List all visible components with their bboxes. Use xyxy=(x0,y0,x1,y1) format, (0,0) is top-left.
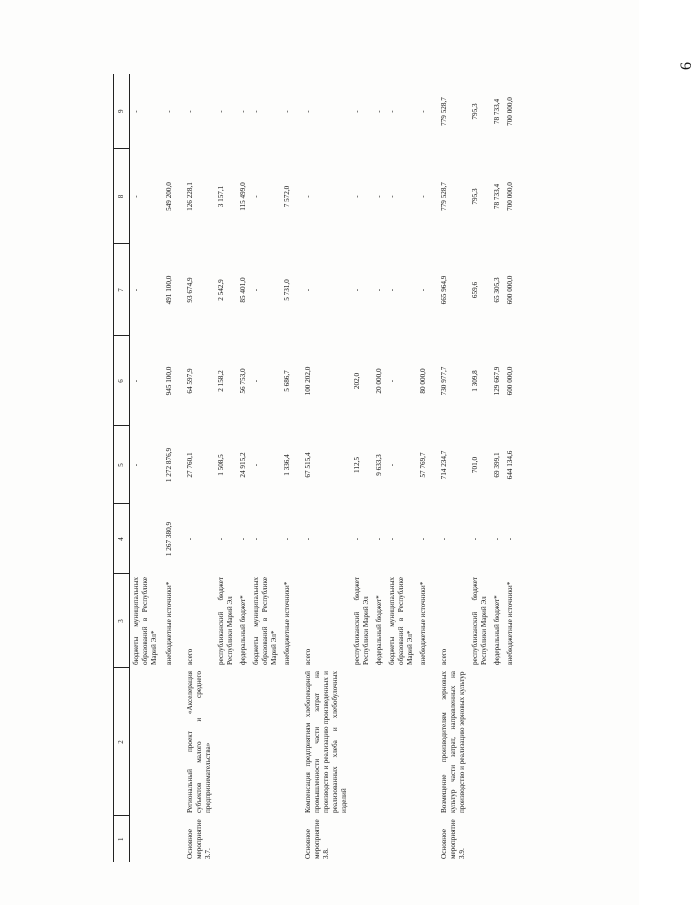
table-cell-col1 xyxy=(417,816,430,862)
table-cell-col2: Возмещение производителям зерновых культур части затрат, направленных на производство и реализацию зерновых культур xyxy=(440,671,467,813)
header-cell-8: 8 xyxy=(114,149,130,244)
table-cell-col7: - xyxy=(419,288,428,292)
table-cell-col3: внебюджетные источники* xyxy=(165,581,174,665)
table-row xyxy=(176,74,215,862)
table-cell-col2 xyxy=(163,668,176,816)
table-cell-col1 xyxy=(250,816,281,862)
table-cell-col9: 78 733,4 xyxy=(493,98,502,125)
table-cell-col1 xyxy=(215,816,237,862)
table-row xyxy=(417,74,430,862)
table-cell-col2 xyxy=(386,668,417,816)
budget-table-rotated xyxy=(113,74,568,862)
table-cell-col4 xyxy=(129,504,163,574)
table-cell-col4: - xyxy=(283,537,292,541)
table-cell-col5: 714 234,7 xyxy=(440,450,449,480)
table-cell-col3: республиканский бюджет Республики Марий Эл xyxy=(471,577,489,665)
table-cell-col5: 67 515,4 xyxy=(304,452,313,478)
table-cell-col8: - xyxy=(304,195,313,198)
table-row xyxy=(469,74,491,862)
table-cell-col4: - xyxy=(419,537,428,541)
table-cell-col9: - xyxy=(252,110,261,113)
table-cell-col4: - xyxy=(304,537,313,541)
table-cell-col8: 795,3 xyxy=(471,188,480,205)
table-cell-col6: 80 000,0 xyxy=(419,368,428,394)
table-cell-col2 xyxy=(250,668,281,816)
table-cell-col1 xyxy=(237,816,250,862)
table-cell-col1 xyxy=(386,816,417,862)
table-cell-col5: - xyxy=(252,463,261,467)
table-cell-col3: бюджеты муниципальных образований в Республике Марий Эл* xyxy=(388,577,415,665)
table-cell-col6: 100 202,0 xyxy=(304,366,313,396)
table-cell-col2 xyxy=(237,668,250,816)
table-cell-col6: - xyxy=(252,379,261,383)
table-cell-col8: 78 733,4 xyxy=(493,183,502,210)
table-cell-col9: - xyxy=(353,110,362,113)
table-cell-col7: - xyxy=(375,288,384,292)
table-cell-col3: федеральный бюджет* xyxy=(375,595,384,665)
table-cell-col8: 115 499,0 xyxy=(239,182,248,211)
table-cell-col9: 700 000,0 xyxy=(506,97,515,126)
table-cell-col1 xyxy=(129,816,163,862)
header-cell-5: 5 xyxy=(114,426,130,504)
table-cell-col7: 2 542,9 xyxy=(217,279,226,301)
table-cell-col2 xyxy=(351,668,373,816)
table-cell-col2 xyxy=(129,668,163,816)
table-cell-col4: - xyxy=(493,537,502,541)
header-cell-9: 9 xyxy=(114,74,130,149)
table-cell-col6: 20 000,0 xyxy=(375,368,384,394)
table-cell-col4: - xyxy=(186,537,195,541)
table-cell-col3: всего xyxy=(304,648,313,665)
table-cell-col2 xyxy=(281,668,294,816)
table-row xyxy=(237,74,250,862)
table-cell-col8: - xyxy=(252,195,261,198)
table-cell-col6: 5 686,7 xyxy=(283,370,292,392)
header-cell-1: 1 xyxy=(114,816,130,862)
table-cell-col6: 730 977,7 xyxy=(440,366,449,396)
header-cell-3: 3 xyxy=(114,574,130,668)
table-cell-col1 xyxy=(491,816,504,862)
table-cell-col3: внебюджетные источники* xyxy=(419,581,428,665)
table-row xyxy=(129,74,163,862)
table-cell-col8: 126 228,1 xyxy=(186,182,195,211)
table-cell-col3: республиканский бюджет Республики Марий Эл xyxy=(217,577,235,665)
table-row xyxy=(294,74,351,862)
table-cell-col1 xyxy=(504,816,517,862)
table-cell-col7: - xyxy=(304,288,313,292)
table-cell-col7: - xyxy=(252,288,261,292)
table-cell-col2: Региональный проект «Акселерация субъектов малого и среднего предпринимательства» xyxy=(186,671,213,813)
table-cell-col4: - xyxy=(239,537,248,541)
table-cell-col6: 945 100,0 xyxy=(165,366,174,396)
table-cell-col6: 56 753,0 xyxy=(239,368,248,394)
table-cell-col5: 644 134,6 xyxy=(506,450,515,480)
table-cell-col4: - xyxy=(217,537,226,541)
table-cell-col5: 1 508,5 xyxy=(217,454,226,476)
table-cell-col8: 700 000,0 xyxy=(506,182,515,211)
table-cell-col9: - xyxy=(186,110,195,113)
table-cell-col3: внебюджетные источники* xyxy=(506,581,515,665)
table-cell-col7: 65 305,3 xyxy=(493,277,502,303)
table-cell-col5: - xyxy=(388,463,397,467)
table-cell-col7: 659,6 xyxy=(471,281,480,299)
table-cell-col3: бюджеты муниципальных образований в Республике Марий Эл* xyxy=(131,577,158,665)
table-cell-col2 xyxy=(373,668,386,816)
table-cell-col9: - xyxy=(388,110,397,113)
table-cell-col6: - xyxy=(131,379,140,383)
page-number: 6 xyxy=(678,62,695,70)
table-cell-col3: внебюджетные источники* xyxy=(283,581,292,665)
table-cell-col4: - xyxy=(471,537,480,541)
table-cell-col8: - xyxy=(388,195,397,198)
table-cell-col5: - xyxy=(131,463,140,467)
header-row xyxy=(114,74,130,862)
table-cell-col7: 5 731,0 xyxy=(283,279,292,301)
table-cell-col1 xyxy=(351,816,373,862)
table-row xyxy=(386,74,417,862)
table-cell-col9: - xyxy=(304,110,313,113)
table-cell-col1 xyxy=(281,816,294,862)
table-cell-col7: 665 964,9 xyxy=(440,275,449,305)
table-cell-col6: 2 158,2 xyxy=(217,370,226,392)
table-cell-col6: 64 597,9 xyxy=(186,368,195,394)
table-cell-col8: - xyxy=(353,195,362,198)
table-row xyxy=(351,74,373,862)
table-cell-col2 xyxy=(215,668,237,816)
table-cell-col8: 7 572,0 xyxy=(283,185,292,208)
table-cell-col5: 57 769,7 xyxy=(419,452,428,478)
budget-table xyxy=(113,74,517,862)
header-cell-7: 7 xyxy=(114,244,130,336)
table-cell-col6: 129 667,9 xyxy=(493,366,502,396)
table-cell-col9: 795,3 xyxy=(471,103,480,120)
table-cell-col1: Основное мероприятие 3.9. xyxy=(440,819,467,859)
table-cell-col1 xyxy=(469,816,491,862)
table-cell-col9: - xyxy=(283,110,292,113)
table-cell-col1 xyxy=(163,816,176,862)
table-cell-col4: - xyxy=(375,537,384,541)
table-cell-col2 xyxy=(469,668,491,816)
table-cell-col4: 1 267 380,9 xyxy=(165,521,174,557)
table-cell-col5: 9 633,3 xyxy=(375,454,384,476)
table-cell-col7: - xyxy=(388,288,397,292)
table-cell-col6: - xyxy=(388,379,397,383)
table-cell-col8: 779 528,7 xyxy=(440,182,449,211)
table-cell-col7: 491 100,0 xyxy=(165,275,174,305)
table-cell-col9: - xyxy=(239,110,248,113)
table-cell-col6: 1 309,8 xyxy=(471,370,480,392)
header-cell-6: 6 xyxy=(114,336,130,426)
table-cell-col3: бюджеты муниципальных образований в Республике Марий Эл* xyxy=(252,577,279,665)
table-row xyxy=(250,74,281,862)
table-cell-col2 xyxy=(417,668,430,816)
table-cell-col8: - xyxy=(419,195,428,198)
table-cell-col7: 600 000,0 xyxy=(506,275,515,305)
table-cell-col5: 701,0 xyxy=(471,456,480,474)
table-cell-col2: Компенсация предприятиям хлебопекарной промышленности части затрат на производство и реализацию произведенных и реализованных хлеба и хлебобулочных изделий xyxy=(304,671,349,813)
table-cell-col4: - xyxy=(440,537,449,541)
table-cell-col3: федеральный бюджет* xyxy=(239,595,248,665)
table-cell-col4: - xyxy=(252,537,261,541)
table-cell-col3: республиканский бюджет Республики Марий Эл xyxy=(353,577,371,665)
table-cell-col5: 69 399,1 xyxy=(493,452,502,478)
table-row xyxy=(281,74,294,862)
header-cell-2: 2 xyxy=(114,668,130,816)
table-row xyxy=(215,74,237,862)
table-cell-col5: 112,5 xyxy=(353,457,362,473)
table-row xyxy=(373,74,386,862)
table-cell-col9: - xyxy=(131,110,140,113)
table-cell-col2 xyxy=(504,668,517,816)
table-cell-col3: всего xyxy=(186,648,195,665)
table-cell-col4: - xyxy=(388,537,397,541)
table-cell-col7: 93 674,9 xyxy=(186,277,195,303)
table-cell-col5: 27 760,1 xyxy=(186,452,195,478)
table-cell-col4: - xyxy=(506,537,515,541)
table-cell-col2 xyxy=(491,668,504,816)
table-cell-col8: - xyxy=(131,195,140,198)
table-cell-col6: 202,0 xyxy=(353,372,362,390)
table-cell-col3: федеральный бюджет* xyxy=(493,595,502,665)
table-row xyxy=(430,74,469,862)
table-cell-col8: 549 200,0 xyxy=(165,182,174,211)
table-cell-col5: 1 272 876,9 xyxy=(165,447,174,483)
table-row xyxy=(504,74,517,862)
table-cell-col5: 1 336,4 xyxy=(283,454,292,476)
table-cell-col8: 3 157,1 xyxy=(217,185,226,208)
table-cell-col3: всего xyxy=(440,648,449,665)
table-cell-col7: 85 401,0 xyxy=(239,277,248,303)
header-cell-4: 4 xyxy=(114,504,130,574)
table-cell-col7: - xyxy=(353,288,362,292)
table-cell-col9: - xyxy=(165,110,174,113)
table-cell-col1: Основное мероприятие 3.7. xyxy=(186,819,213,859)
table-cell-col9: 779 528,7 xyxy=(440,97,449,126)
table-cell-col7: - xyxy=(131,288,140,292)
table-cell-col1: Основное мероприятие 3.8. xyxy=(304,819,331,859)
table-row xyxy=(163,74,176,862)
table-cell-col9: - xyxy=(375,110,384,113)
table-cell-col4: - xyxy=(353,537,362,541)
table-cell-col1 xyxy=(373,816,386,862)
table-cell-col6: 600 000,0 xyxy=(506,366,515,396)
table-cell-col9: - xyxy=(217,110,226,113)
table-cell-col8: - xyxy=(375,195,384,198)
table-cell-col9: - xyxy=(419,110,428,113)
table-cell-col5: 24 915,2 xyxy=(239,452,248,478)
table-row xyxy=(491,74,504,862)
